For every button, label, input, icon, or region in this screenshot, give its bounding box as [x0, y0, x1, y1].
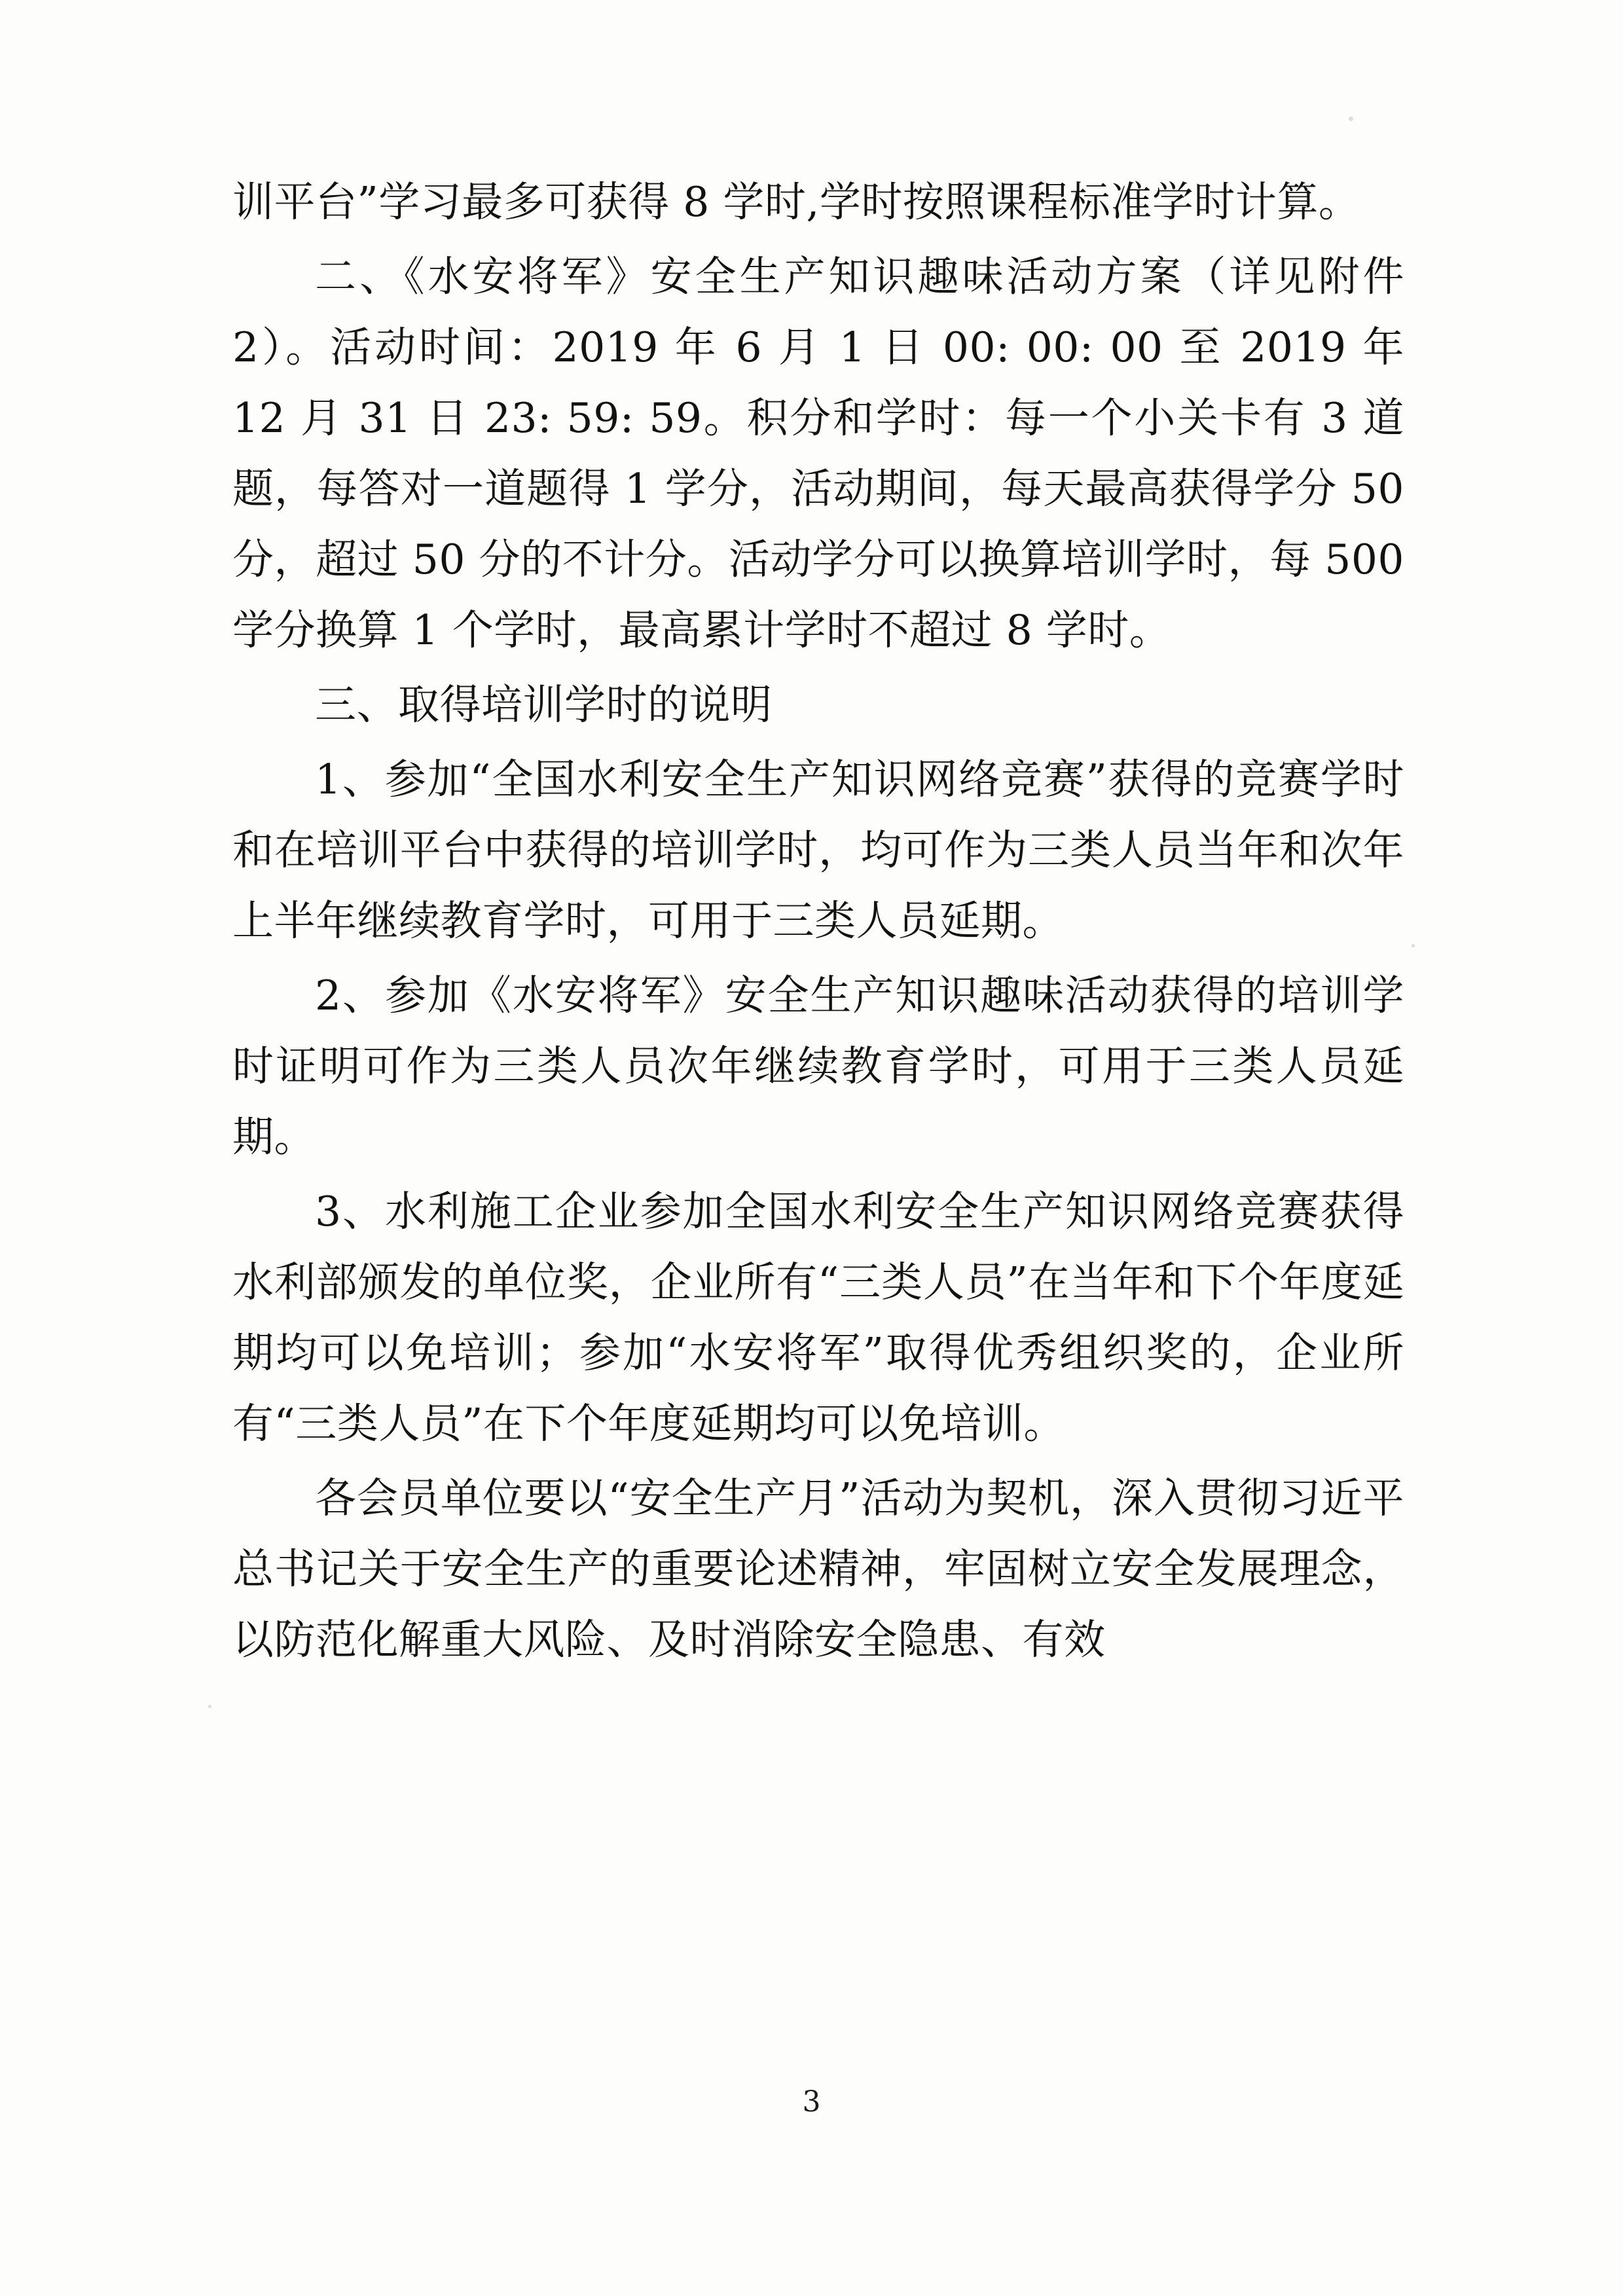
paragraph-section-two: 二、《水安将军》安全生产知识趣味活动方案（详见附件 2）。活动时间：2019 年 6 月 1 日 00: 00: 00 至 2019 年 12 月 31 日 23: 59: 59。积分和学时：每一个小关卡有 3 道题，每答对一道题得 1 学分，活动期间，每天最高获得学分 50 分，超过 50 分的不计分。活动学分可以换算培训学时，每 500 学分换算 1 个学时，最高累计学时不超过 8 学时。	[232, 253, 1418, 654]
paragraph-continuation-top: 训平台”学习最多可获得 8 学时,学时按照课程标准学时计算。	[232, 178, 1360, 226]
paragraph-item-2: 2、参加《水安将军》安全生产知识趣味活动获得的培训学时证明可作为三类人员次年继续教育学时，可用于三类人员延期。	[232, 972, 1404, 1161]
paragraph-item-3: 3、水利施工企业参加全国水利安全生产知识网络竞赛获得水利部颁发的单位奖，企业所有“三类人员”在当年和下个年度延期均可以免培训；参加“水安将军”取得优秀组织奖的，企业所有“三类人员”在下个年度延期均可以免培训。	[232, 1188, 1404, 1448]
paper-speck	[1412, 944, 1415, 947]
paper-speck	[1349, 117, 1353, 121]
paper-speck	[208, 1705, 211, 1708]
document-body	[232, 167, 1418, 1675]
page-content	[232, 167, 1418, 2085]
page-number: 3	[802, 2085, 821, 2119]
paragraph-closing: 各会员单位要以“安全生产月”活动为契机，深入贯彻习近平总书记关于安全生产的重要论述精神，牢固树立安全发展理念，以防范化解重大风险、及时消除安全隐患、有效	[232, 1474, 1404, 1664]
paragraph-item-1: 1、参加“全国水利安全生产知识网络竞赛”获得的竞赛学时和在培训平台中获得的培训学时，均可作为三类人员当年和次年上半年继续教育学时，可用于三类人员延期。	[232, 756, 1404, 945]
paragraph-section-three-title: 三、取得培训学时的说明	[315, 681, 773, 729]
